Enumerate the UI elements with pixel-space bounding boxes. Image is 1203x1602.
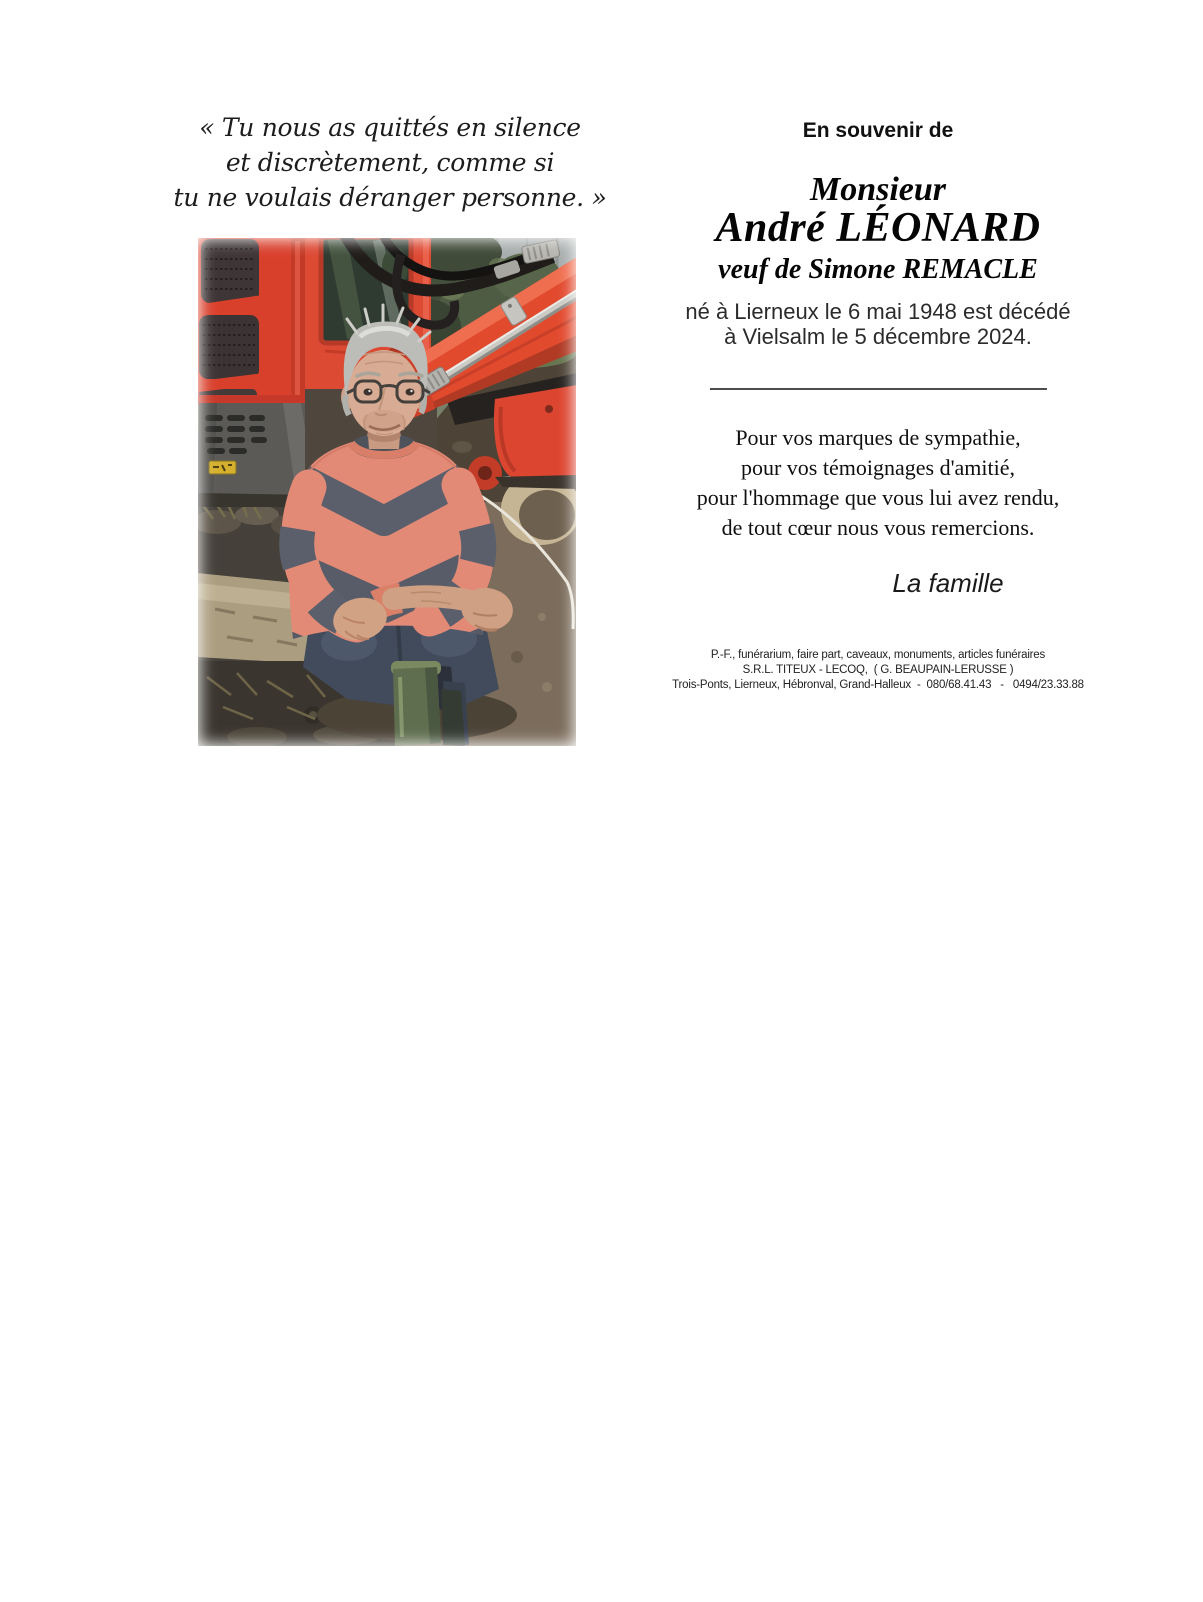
section-divider — [710, 388, 1047, 390]
thanks-line-2: pour vos témoignages d'amitié, — [740, 455, 1016, 480]
birth-death-line-2: à Vielsalm le 5 décembre 2024. — [724, 324, 1032, 349]
funeral-home-info — [640, 648, 1116, 693]
in-memory-header: En souvenir de — [802, 119, 954, 142]
portrait-photo-illustration — [197, 237, 577, 747]
quote-line-2: et discrètement, comme si — [225, 148, 555, 177]
quote-line-1: « Tu nous as quittés en silence — [199, 113, 581, 142]
funeral-home-services: P.-F., funérarium, faire part, caveaux, monuments, articles funéraires — [710, 649, 1046, 661]
opening-quote — [150, 110, 630, 215]
funeral-home-locations-phones: Trois-Ponts, Lierneux, Hébronval, Grand-Halleux - 080/68.41.43 - 0494/23.33.88 — [672, 679, 1084, 691]
deceased-name: André LÉONARD — [715, 205, 1041, 251]
thanks-line-3: pour l'hommage que vous lui avez rendu, — [696, 485, 1060, 510]
honorific-title: Monsieur — [809, 171, 947, 208]
widower-line: veuf de Simone REMACLE — [718, 254, 1038, 285]
quote-line-3: tu ne voulais déranger personne. » — [173, 183, 607, 212]
birth-death-info — [663, 299, 1093, 349]
birth-death-line-1: né à Lierneux le 6 mai 1948 est décédé — [685, 299, 1071, 324]
thanks-line-4: de tout cœur nous vous remercions. — [721, 515, 1035, 540]
portrait-photo — [197, 237, 577, 747]
thanks-message — [663, 423, 1093, 543]
funeral-home-company: S.R.L. TITEUX - LECOQ, ( G. BEAUPAIN-LERUSSE ) — [742, 664, 1014, 676]
family-signature: La famille — [892, 568, 1004, 598]
thanks-line-1: Pour vos marques de sympathie, — [735, 425, 1021, 450]
